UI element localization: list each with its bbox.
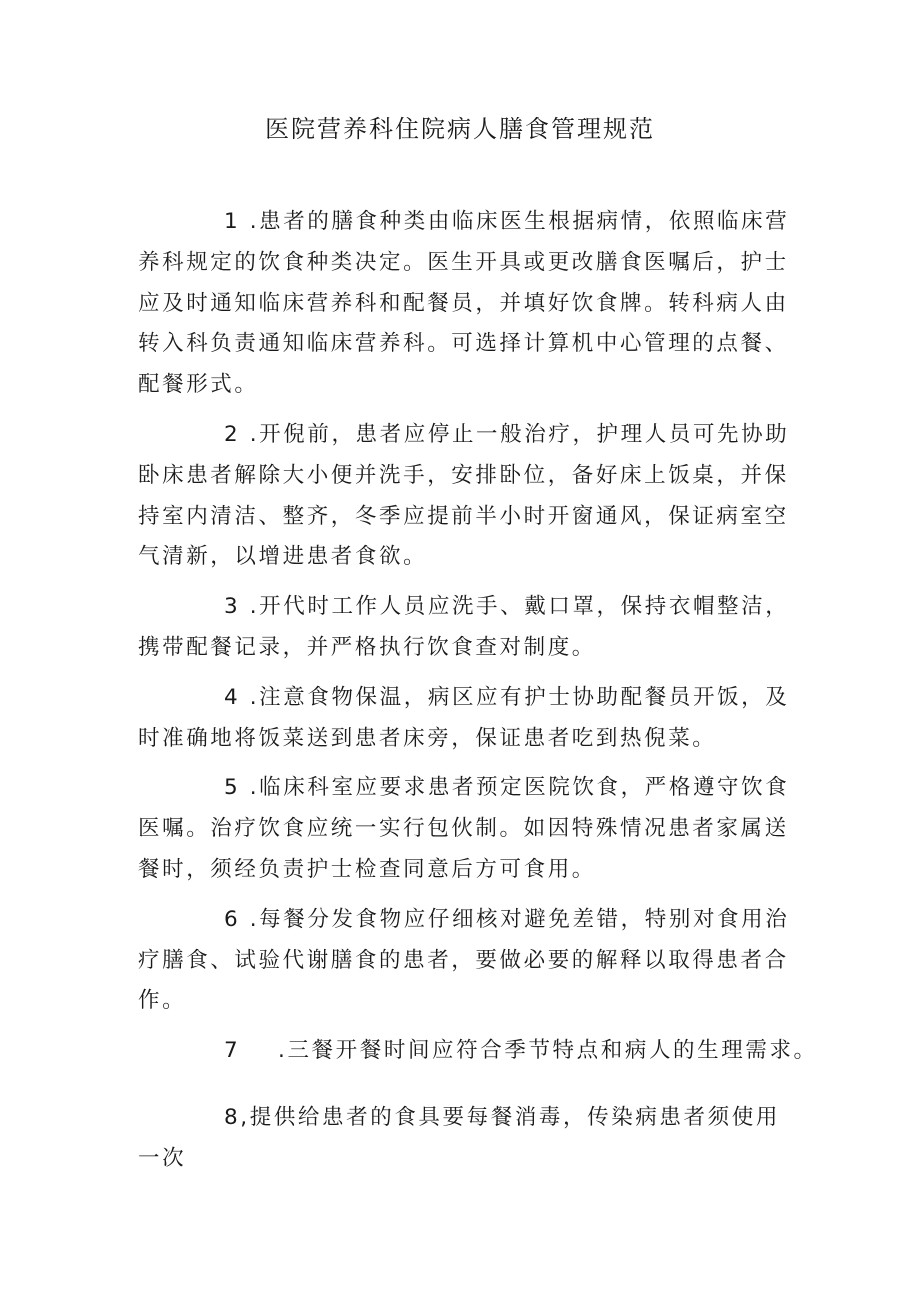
paragraph-number: 8 [224, 1104, 241, 1130]
paragraph-4 [138, 678, 798, 760]
paragraph-number: 5 [224, 775, 241, 801]
paragraph-text: .临床科室应要求患者预定医院饮食，严格遵守饮食医嘱。治疗饮食应统一实行包伙制。如因特殊情况患者家属送餐时，须经负责护士检查同意后方可食用。 [138, 775, 790, 882]
paragraph-number: 3 [224, 594, 241, 620]
document-title: 医院营养科住院病人膳食管理规范 [265, 115, 655, 143]
paragraph-text: .开倪前，患者应停止一般治疗，护理人员可先协助卧床患者解除大小便并洗手，安排卧位，备好床上饭桌，并保持室内清洁、整齐，冬季应提前半小时开窗通风，保证病室空气清新，以增进患者食欲。 [138, 421, 790, 570]
paragraph-text: .开代时工作人员应洗手、戴口罩，保持衣帽整洁，携带配餐记录，并严格执行饮食查对制度。 [138, 594, 790, 660]
paragraph-6 [138, 900, 798, 1022]
paragraph-number: 4 [224, 684, 241, 710]
paragraph-text: .患者的膳食种类由临床医生根据病情，依照临床营养科规定的饮食种类决定。医生开具或更改膳食医嘱后，护士应及时通知临床营养科和配餐员，并填好饮食牌。转科病人由转入科负责通知临床营养科。可选择计算机中心管理的点餐、配餐形式。 [138, 209, 790, 398]
paragraph-3 [138, 587, 798, 669]
paragraph-8 [138, 1098, 798, 1180]
paragraph-number: 1 [224, 209, 241, 234]
document-body [138, 202, 818, 1189]
paragraph-7 [138, 1031, 818, 1072]
paragraph-text: .三餐开餐时间应符合季节特点和病人的生理需求。 [240, 1038, 818, 1064]
paragraph-text: ,提供给患者的食具要每餐消毒，传染病患者须使用一次 [138, 1104, 780, 1171]
paragraph-text: .注意食物保温，病区应有护士协助配餐员开饭，及时准确地将饭菜送到患者床旁，保证患者吃到热倪菜。 [138, 684, 790, 751]
paragraph-text: .每餐分发食物应仔细核对避免差错，特别对食用治疗膳食、试验代谢膳食的患者，要做必要的解释以取得患者合作。 [138, 906, 790, 1014]
paragraph-1 [138, 202, 798, 406]
paragraph-number: 7 [224, 1038, 241, 1064]
paragraph-number: 2 [224, 421, 241, 447]
paragraph-5 [138, 768, 798, 890]
paragraph-2 [138, 415, 798, 578]
paragraph-number: 6 [224, 906, 241, 932]
